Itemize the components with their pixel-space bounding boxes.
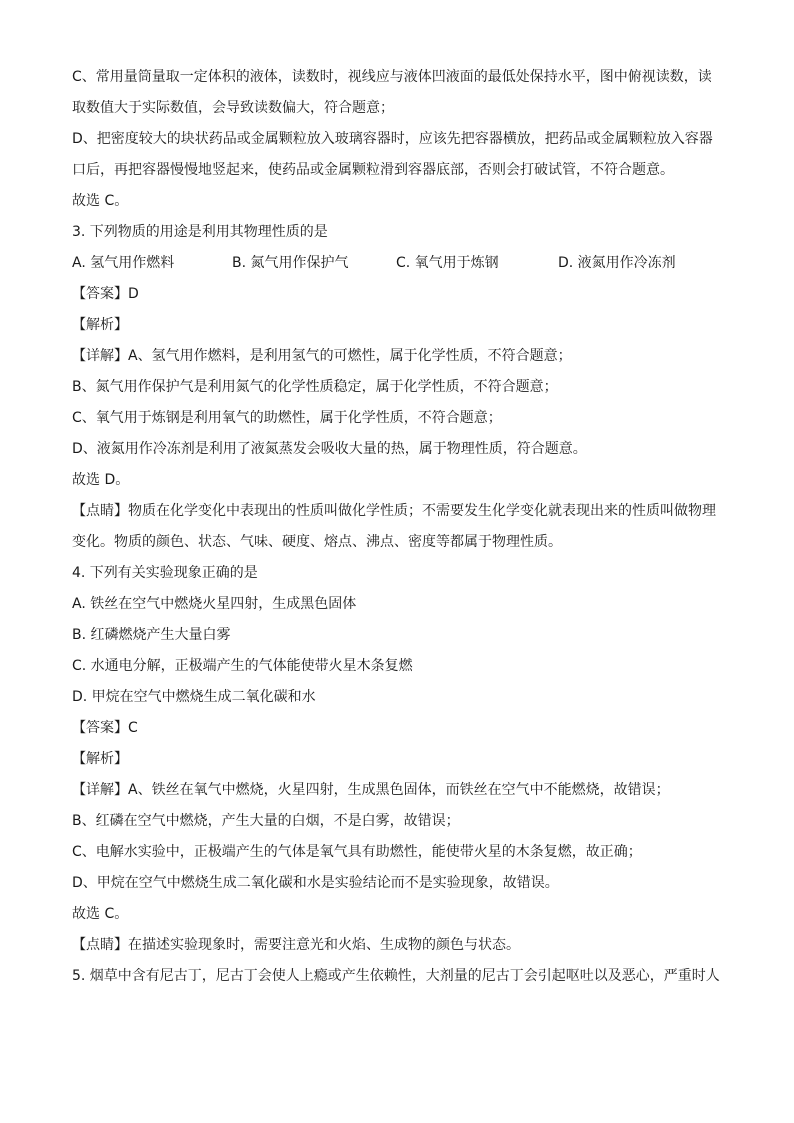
text-line: 口后，再把容器慢慢地竖起来，使药品或金属颗粒滑到容器底部，否则会打破试管，不符合题意。 — [72, 162, 674, 178]
text-line: 【点睛】物质在化学变化中表现出的性质叫做化学性质；不需要发生化学变化就表现出来的性质叫做物理 — [72, 503, 716, 519]
text-line: B、红磷在空气中燃烧，产生大量的白烟，不是白雾，故错误； — [72, 813, 460, 829]
option-b: B. 氮气用作保护气 — [232, 255, 349, 271]
option-a: A. 氢气用作燃料 — [72, 255, 175, 271]
option-c: C. 氧气用于炼钢 — [396, 255, 499, 271]
option-d: D. 甲烷在空气中燃烧生成二氧化碳和水 — [72, 689, 316, 705]
document-page — [72, 62, 724, 992]
question-3-options — [72, 248, 724, 279]
text-line: 取数值大于实际数值，会导致读数偏大，符合题意； — [72, 100, 394, 116]
text-line: 故选 C。 — [72, 906, 129, 922]
text-line: 【点睛】在描述实验现象时，需要注意光和火焰、生成物的颜色与状态。 — [72, 937, 520, 953]
analysis-label: 【解析】 — [72, 751, 128, 767]
text-line: 故选 C。 — [72, 193, 129, 209]
option-c: C. 水通电分解，正极端产生的气体能使带火星木条复燃 — [72, 658, 413, 674]
analysis-label: 【解析】 — [72, 317, 128, 333]
text-line: 变化。物质的颜色、状态、气味、硬度、熔点、沸点、密度等都属于物理性质。 — [72, 534, 562, 550]
option-d: D. 液氮用作冷冻剂 — [558, 255, 676, 271]
text-line: C、常用量筒量取一定体积的液体，读数时，视线应与液体凹液面的最低处保持水平，图中俯视读数，读 — [72, 69, 712, 85]
answer-label: 【答案】D — [72, 286, 139, 302]
question-5-stem: 5. 烟草中含有尼古丁，尼古丁会使人上瘾或产生依赖性，大剂量的尼古丁会引起呕吐以及恶心，严重时人 — [72, 968, 720, 984]
question-3-stem: 3. 下列物质的用途是利用其物理性质的是 — [72, 224, 328, 240]
text-line: B、氮气用作保护气是利用氮气的化学性质稳定，属于化学性质，不符合题意； — [72, 379, 558, 395]
text-line: C、氧气用于炼钢是利用氧气的助燃性，属于化学性质，不符合题意； — [72, 410, 502, 426]
text-line: 【详解】A、铁丝在氧气中燃烧，火星四射，生成黑色固体，而铁丝在空气中不能燃烧，故错误； — [72, 782, 670, 798]
text-line: 【详解】A、氢气用作燃料，是利用氢气的可燃性，属于化学性质，不符合题意； — [72, 348, 572, 364]
answer-label: 【答案】C — [72, 720, 138, 736]
text-line: D、把密度较大的块状药品或金属颗粒放入玻璃容器时，应该先把容器横放，把药品或金属颗粒放入容器 — [72, 131, 713, 147]
option-a: A. 铁丝在空气中燃烧火星四射，生成黑色固体 — [72, 596, 357, 612]
option-b: B. 红磷燃烧产生大量白雾 — [72, 627, 231, 643]
text-line: D、甲烷在空气中燃烧生成二氧化碳和水是实验结论而不是实验现象，故错误。 — [72, 875, 559, 891]
question-4-stem: 4. 下列有关实验现象正确的是 — [72, 565, 258, 581]
text-line: D、液氮用作冷冻剂是利用了液氮蒸发会吸收大量的热，属于物理性质，符合题意。 — [72, 441, 587, 457]
text-line: 故选 D。 — [72, 472, 130, 488]
text-line: C、电解水实验中，正极端产生的气体是氧气具有助燃性，能使带火星的木条复燃，故正确； — [72, 844, 642, 860]
